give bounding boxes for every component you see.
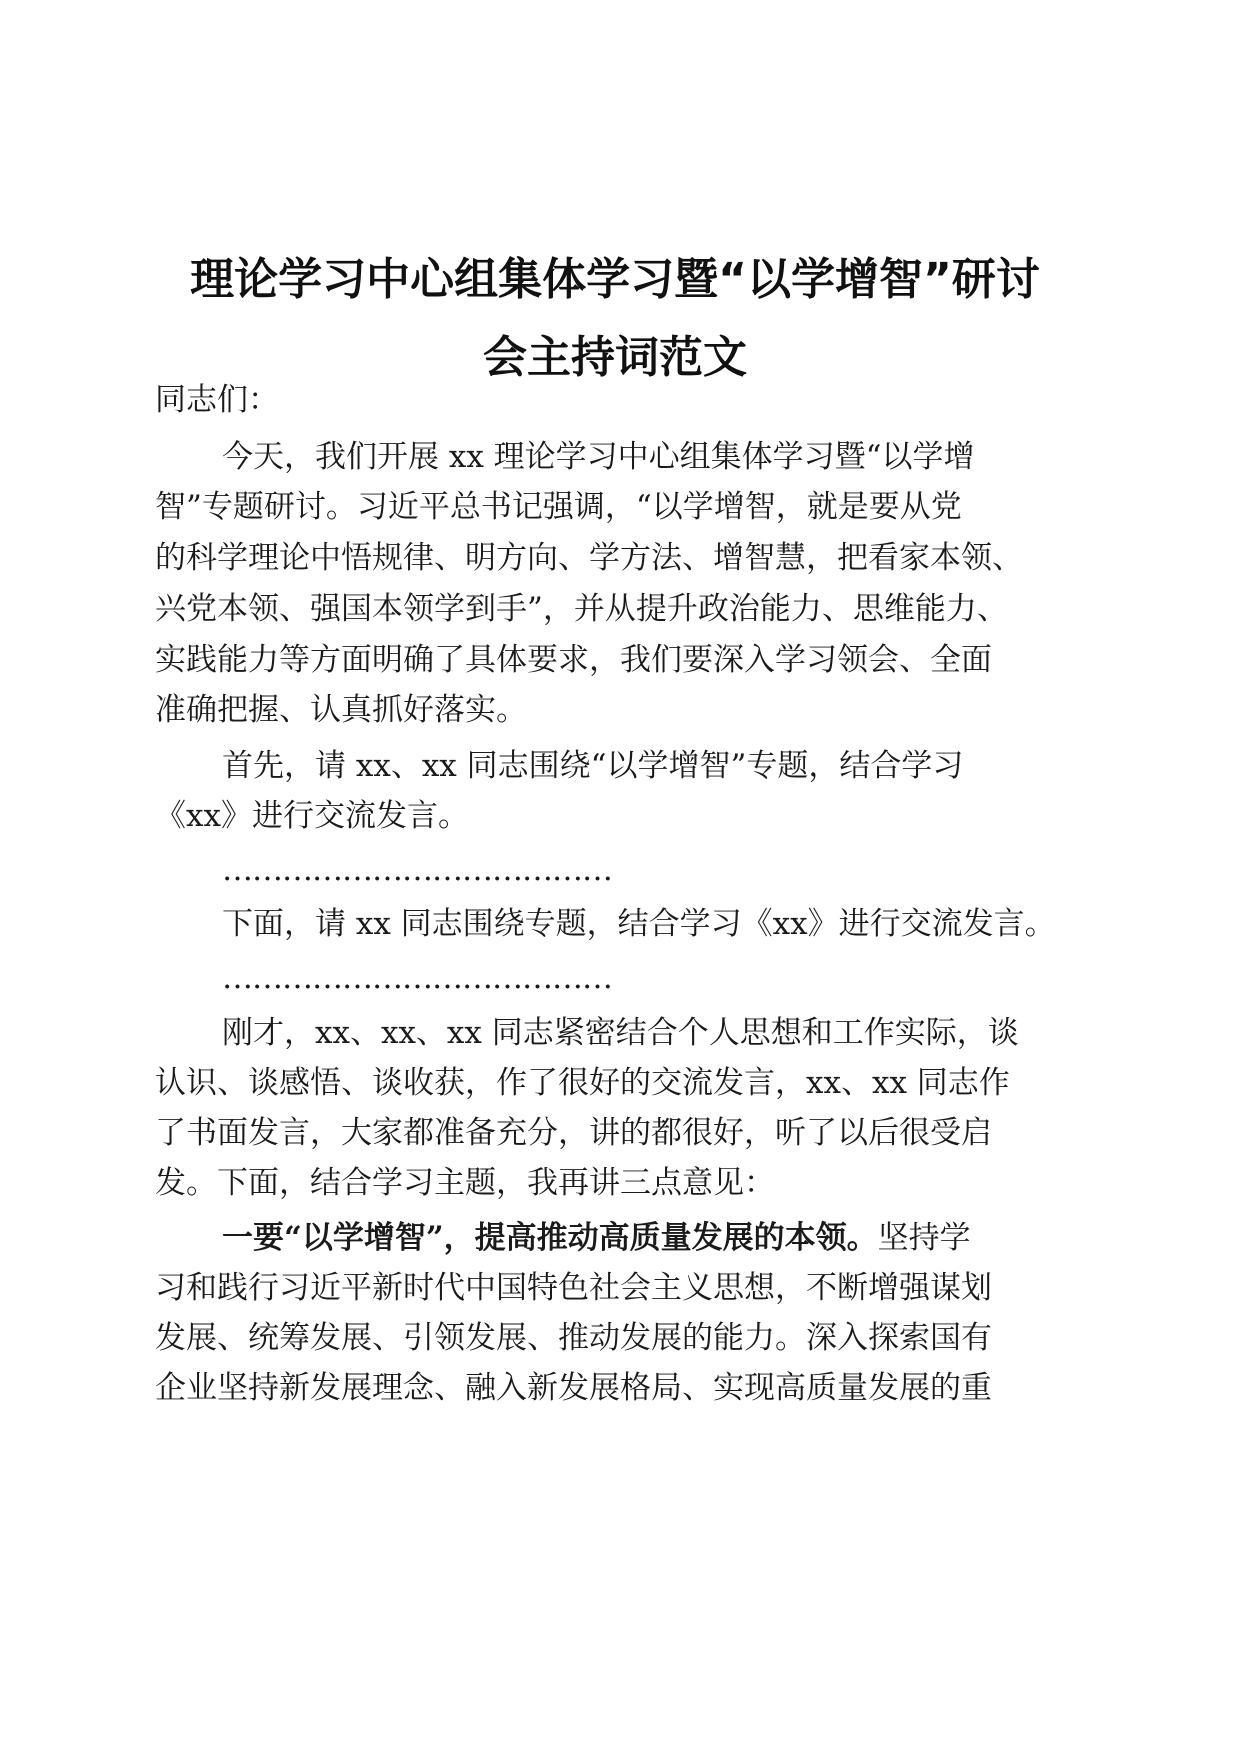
paragraph-1-line: 智”专题研讨。习近平总书记强调，“以学增智，就是要从党 [155,489,962,525]
paragraph-5-first-line [222,1218,1147,1258]
ellipsis-separator: ………………………………… [222,852,612,888]
paragraph-1-line: 兴党本领、强国本领学到手”，并从提升政治能力、思维能力、 [155,591,1008,627]
paragraph-4-line: 刚才，xx、xx、xx 同志紧密结合个人思想和工作实际，谈 [222,1015,1019,1051]
paragraph-4-line: 发。下面，结合学习主题，我再讲三点意见： [155,1165,775,1201]
paragraph-5-line: 发展、统筹发展、引领发展、推动发展的能力。深入探索国有 [155,1320,992,1356]
paragraph-1-line: 准确把握、认真抓好落实。 [155,692,527,728]
paragraph-4-line: 了书面发言，大家都准备充分，讲的都很好，听了以后很受启 [155,1115,992,1151]
document-title-line-1: 理论学习中心组集体学习暨“以学增智”研讨 [190,254,1040,305]
paragraph-3: 下面，请 xx 同志围绕专题，结合学习《xx》进行交流发言。 [222,906,1056,942]
paragraph-1-line: 的科学理论中悟规律、明方向、学方法、增智慧，把看家本领、 [155,540,1023,576]
point-one-heading: 一要“以学增智”，提高推动高质量发展的本领。 [222,1220,878,1256]
paragraph-2-line: 《xx》进行交流发言。 [155,798,469,834]
paragraph-1-line: 实践能力等方面明确了具体要求，我们要深入学习领会、全面 [155,642,992,678]
salutation: 同志们： [155,382,279,418]
ellipsis-separator: ………………………………… [222,960,612,996]
paragraph-4-line: 认识、谈感悟、谈收获，作了很好的交流发言，xx、xx 同志作 [155,1065,1010,1101]
paragraph-1-line: 今天，我们开展 xx 理论学习中心组集体学习暨“以学增 [222,439,975,475]
paragraph-5-continuation: 坚持学 [877,1220,971,1256]
paragraph-5-line: 企业坚持新发展理念、融入新发展格局、实现高质量发展的重 [155,1370,992,1406]
paragraph-5-line: 习和践行习近平新时代中国特色社会主义思想，不断增强谋划 [155,1270,992,1306]
paragraph-2-line: 首先，请 xx、xx 同志围绕“以学增智”专题，结合学习 [222,748,964,784]
document-title-line-2: 会主持词范文 [483,332,747,383]
